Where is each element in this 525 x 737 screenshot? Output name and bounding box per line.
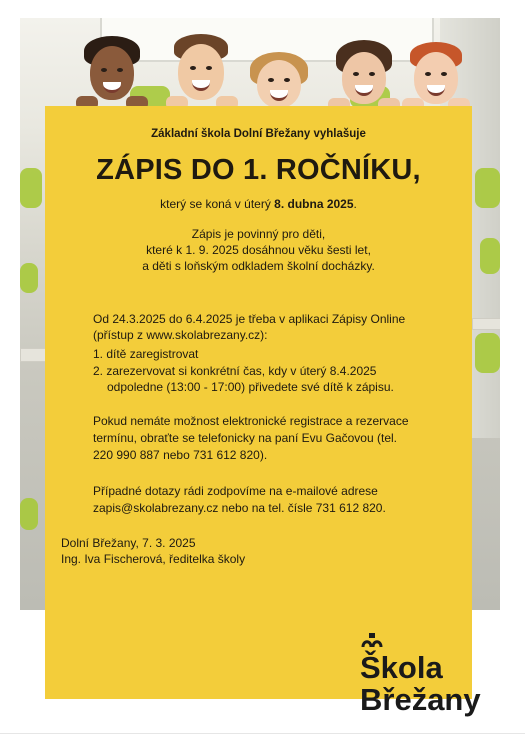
registration-step: 2. zarezervovat si konkrétní čas, kdy v úterý 8.4.2025 <box>93 364 377 378</box>
chair <box>475 168 500 208</box>
obligation-line: a děti s loňským odkladem školní docházky. <box>142 259 375 273</box>
registration-step: 1. dítě zaregistrovat <box>93 347 199 361</box>
child-2 <box>172 34 230 108</box>
enrolment-date: který se koná v úterý 8. dubna 2025. <box>160 197 357 211</box>
page-bottom-divider <box>0 733 525 734</box>
chair <box>480 238 500 274</box>
chair <box>20 168 42 208</box>
chair <box>20 498 38 530</box>
child-1 <box>84 36 140 108</box>
registration-line: (přístup z www.skolabrezany.cz): <box>93 328 268 342</box>
registration-step: odpoledne (13:00 - 17:00) přivedete své dítě k zápisu. <box>107 380 394 394</box>
registration-line: Od 24.3.2025 do 6.4.2025 je třeba v aplikaci Zápisy Online <box>93 312 406 326</box>
logo-line-2: Břežany <box>360 682 481 717</box>
child-3 <box>250 52 308 110</box>
logo-line-1: Škola <box>360 650 443 685</box>
phone-line: 220 990 887 nebo 731 612 820). <box>93 448 268 462</box>
yellow-poster-card <box>45 106 472 699</box>
contact-line: Případné dotazy rádi zodpovíme na e-mailové adrese <box>93 484 378 498</box>
child-4 <box>336 40 392 110</box>
phone-line: termínu, obraťte se telefonicky na paní Evu Gačovou (tel. <box>93 431 397 445</box>
child-5 <box>408 42 464 112</box>
enrolment-date-bold: 8. dubna 2025 <box>274 197 354 211</box>
signature-place-date: Dolní Břežany, 7. 3. 2025 <box>61 536 196 550</box>
poster-headline: ZÁPIS DO 1. ROČNÍKU, <box>96 154 421 186</box>
school-logo <box>360 652 481 716</box>
school-logo-crown-icon <box>360 632 386 650</box>
signature-name: Ing. Iva Fischerová, ředitelka školy <box>61 552 246 566</box>
obligation-line: Zápis je povinný pro děti, <box>191 227 326 241</box>
chair <box>20 263 38 293</box>
phone-line: Pokud nemáte možnost elektronické registrace a rezervace <box>93 414 409 428</box>
desk <box>472 318 500 330</box>
contact-line: zapis@skolabrezany.cz nebo na tel. čísle 731 612 820. <box>93 501 386 515</box>
poster-intro: Základní škola Dolní Břežany vyhlašuje <box>151 128 366 140</box>
obligation-line: které k 1. 9. 2025 dosáhnou věku šesti let, <box>146 243 371 257</box>
chair <box>475 333 500 373</box>
